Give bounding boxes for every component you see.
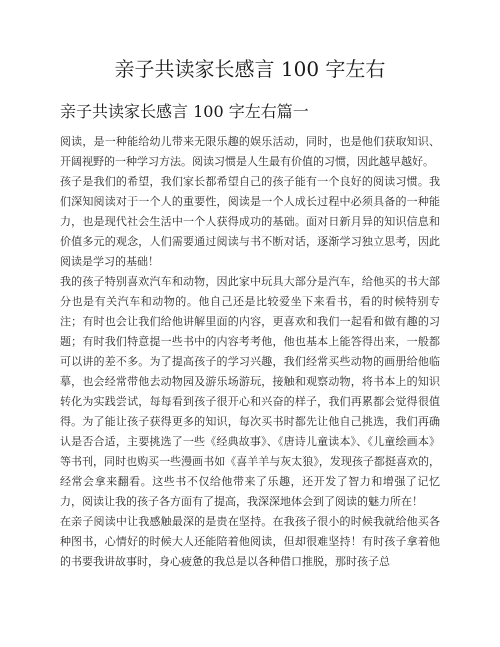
paragraph-2: 孩子是我们的希望，我们家长都希望自己的孩子能有一个良好的阅读习惯。我们深知阅读对于一个人的重要性，阅读是一个人成长过程中必须具备的一种能力，也是现代社会生活中一个人获得成功的基础。面对日新月异的知识信息和价值多元的观念，人们需要通过阅读与书不断对话，逐渐学习独立思考，因此阅读是学习的基础！	[60, 175, 440, 268]
document-page	[60, 54, 440, 572]
paragraph-3: 我的孩子特别喜欢汽车和动物，因此家中玩具大部分是汽车，给他买的书大部分也是有关汽车和动物的。他自己还是比较爱坐下来看书，看的时候特别专注；有时也会让我们给他讲解里面的内容，更喜欢和我们一起看和做有趣的习题；有时我们特意提一些书中的内容考考他，他也基本上能答得出来，一般都可以讲的差不多。为了提高孩子的学习兴趣，我们经常买些动物的画册给他临摹，也会经常带他去动物园及游乐场游玩，接触和观察动物，将书本上的知识转化为实践尝试，每每看到孩子很开心和兴奋的样子，我们再累都会觉得很值得。为了能让孩子获得更多的知识，每次买书时都先让他自己挑选，我们再确认是否合适，主要挑选了一些《经典故事》、《唐诗儿童读本》、《儿童绘画本》等书刊，同时也购买一些漫画书如《喜羊羊与灰太狼》，发现孩子都挺喜欢的，经常会拿来翻看。这些书不仅给他带来了乐趣，还开发了智力和增强了记忆力，阅读让我的孩子各方面有了提高，我深深地体会到了阅读的魅力所在！	[60, 275, 440, 508]
paragraph-4: 在亲子阅读中让我感触最深的是贵在坚持。在我孩子很小的时候我就给他买各种图书，心情好的时候大人还能陪着他阅读，但却很难坚持！有时孩子拿着他的书要我讲故事时，身心疲惫的我总是以各种借口推脱，那时孩子总	[60, 515, 440, 568]
paragraph-1: 阅读，是一种能给幼儿带来无限乐趣的娱乐活动，同时，也是他们获取知识、开阔视野的一种学习方法。阅读习惯是人生最有价值的习惯，因此越早越好。	[60, 135, 440, 168]
document-title: 亲子共读家长感言 100 字左右	[114, 57, 386, 81]
section-title: 亲子共读家长感言 100 字左右篇一	[60, 102, 309, 121]
